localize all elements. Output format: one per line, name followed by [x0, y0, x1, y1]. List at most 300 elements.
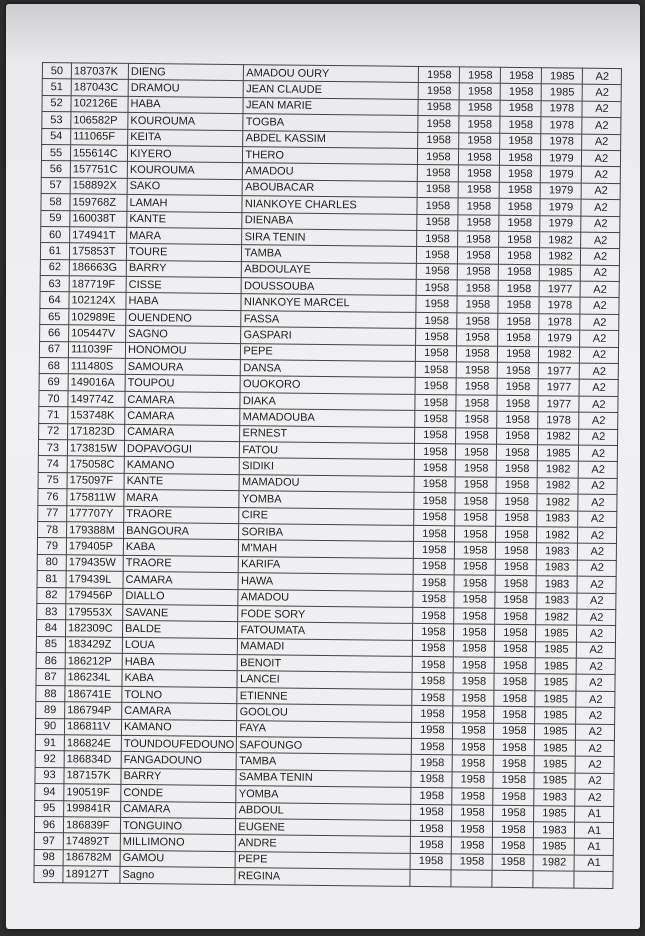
- surname-cell: TRAORE: [123, 555, 239, 573]
- given-name-cell: YOMBA: [236, 786, 411, 804]
- year-cell: 1977: [538, 396, 579, 413]
- given-name-cell: ETIENNE: [237, 687, 412, 705]
- matricule-cell: 102124X: [69, 292, 126, 309]
- year-cell: 1958: [419, 83, 460, 100]
- surname-cell: BALDE: [122, 621, 238, 639]
- matricule-cell: 186212P: [65, 653, 122, 670]
- surname-cell: DRAMOU: [128, 80, 244, 98]
- year-cell: 1985: [535, 691, 576, 708]
- matricule-cell: 186811V: [64, 718, 121, 735]
- grade-cell: A2: [578, 494, 617, 511]
- grade-cell: A2: [579, 429, 618, 446]
- row-number: 81: [37, 571, 66, 588]
- year-cell: 1958: [452, 788, 493, 805]
- matricule-cell: 179439L: [66, 571, 123, 588]
- row-number: 65: [40, 308, 69, 325]
- grade-cell: A2: [577, 576, 616, 593]
- matricule-cell: 157751C: [70, 161, 127, 178]
- surname-cell: CAMARA: [125, 408, 241, 426]
- year-cell: 1958: [494, 674, 535, 691]
- year-cell: 1958: [417, 247, 458, 264]
- year-cell: 1958: [453, 739, 494, 756]
- row-number: 92: [35, 751, 64, 768]
- surname-cell: Sagno: [120, 867, 236, 885]
- surname-cell: SAGNO: [126, 326, 242, 344]
- matricule-cell: 155614C: [70, 145, 127, 162]
- surname-cell: TONGUINO: [120, 817, 236, 835]
- year-cell: 1958: [411, 820, 452, 837]
- year-cell: 1958: [414, 558, 455, 575]
- year-cell: 1958: [412, 738, 453, 755]
- surname-cell: CAMARA: [122, 703, 238, 721]
- year-cell: 1958: [416, 329, 457, 346]
- surname-cell: DIALLO: [123, 588, 239, 606]
- year-cell: 1958: [412, 689, 453, 706]
- year-cell: 1958: [493, 772, 534, 789]
- grade-cell: A2: [580, 298, 619, 315]
- given-name-cell: JEAN MARIE: [243, 97, 418, 115]
- year-cell: 1982: [540, 232, 581, 249]
- year-cell: 1958: [498, 297, 539, 314]
- year-cell: 1985: [534, 805, 575, 822]
- year-cell: 1958: [414, 525, 455, 542]
- year-cell: 1958: [411, 788, 452, 805]
- year-cell: 1958: [415, 378, 456, 395]
- surname-cell: KOUROUMA: [128, 113, 244, 131]
- year-cell: 1958: [496, 559, 537, 576]
- given-name-cell: FODE SORY: [238, 605, 413, 623]
- grade-cell: A2: [582, 150, 621, 167]
- given-name-cell: DANSA: [241, 360, 416, 378]
- grade-cell: A2: [576, 724, 615, 741]
- given-name-cell: DIENABA: [242, 212, 417, 230]
- year-cell: 1958: [501, 84, 542, 101]
- given-name-cell: ABDEL KASSIM: [243, 130, 418, 148]
- grade-cell: A2: [580, 281, 619, 298]
- grade-cell: A2: [581, 199, 620, 216]
- grade-cell: A2: [582, 183, 621, 200]
- year-cell: 1958: [495, 625, 536, 642]
- year-cell: 1985: [536, 658, 577, 675]
- row-number: 99: [34, 866, 63, 883]
- year-cell: 1958: [458, 247, 499, 264]
- year-cell: 1985: [535, 740, 576, 757]
- given-name-cell: THERO: [243, 147, 418, 165]
- year-cell: 1958: [419, 66, 460, 83]
- year-cell: 1985: [535, 723, 576, 740]
- year-cell: 1958: [418, 165, 459, 182]
- row-number: 66: [40, 325, 69, 342]
- year-cell: 1958: [456, 411, 497, 428]
- given-name-cell: YOMBA: [239, 491, 414, 509]
- row-number: 59: [41, 210, 70, 227]
- year-cell: 1958: [452, 837, 493, 854]
- surname-cell: CAMARA: [121, 801, 237, 819]
- surname-cell: HABA: [122, 653, 238, 671]
- row-number: 96: [34, 816, 63, 833]
- grade-cell: A2: [581, 232, 620, 249]
- year-cell: 1985: [542, 84, 583, 101]
- grade-cell: A2: [582, 167, 621, 184]
- year-cell: 1958: [417, 230, 458, 247]
- given-name-cell: SIRA TENIN: [242, 229, 417, 247]
- year-cell: 1958: [452, 821, 493, 838]
- row-number: 97: [34, 833, 63, 850]
- year-cell: 1958: [493, 838, 534, 855]
- year-cell: 1958: [416, 345, 457, 362]
- year-cell: 1958: [495, 608, 536, 625]
- matricule-cell: 149774Z: [68, 391, 125, 408]
- surname-cell: GAMOU: [120, 850, 236, 868]
- grade-cell: A2: [579, 445, 618, 462]
- grade-cell: A2: [578, 543, 617, 560]
- row-number: 79: [37, 538, 66, 555]
- year-cell: 1978: [539, 314, 580, 331]
- matricule-cell: 111480S: [68, 358, 125, 375]
- given-name-cell: GASPARI: [241, 327, 416, 345]
- given-name-cell: NIANKOYE MARCEL: [241, 294, 416, 312]
- year-cell: 1958: [456, 444, 497, 461]
- year-cell: 1958: [456, 427, 497, 444]
- year-cell: 1958: [458, 264, 499, 281]
- year-cell: 1958: [500, 149, 541, 166]
- matricule-cell: 179388M: [67, 522, 124, 539]
- year-cell: 1958: [416, 280, 457, 297]
- row-number: 55: [41, 144, 70, 161]
- matricule-cell: 111039F: [68, 341, 125, 358]
- surname-cell: LOUA: [122, 637, 238, 655]
- row-number: 56: [41, 161, 70, 178]
- year-cell: 1979: [540, 199, 581, 216]
- surname-cell: KOUROUMA: [127, 162, 243, 180]
- year-cell: 1958: [494, 756, 535, 773]
- given-name-cell: SAMBA TENIN: [236, 769, 411, 787]
- given-name-cell: DIAKA: [240, 392, 415, 410]
- given-name-cell: AMADOU: [238, 589, 413, 607]
- grade-cell: A2: [578, 560, 617, 577]
- year-cell: 1958: [495, 575, 536, 592]
- year-cell: 1958: [453, 722, 494, 739]
- row-number: 84: [36, 620, 65, 637]
- year-cell: 1977: [539, 363, 580, 380]
- surname-cell: BARRY: [126, 260, 242, 278]
- matricule-cell: 187157K: [64, 768, 121, 785]
- year-cell: 1958: [495, 641, 536, 658]
- year-cell: 1985: [536, 625, 577, 642]
- grade-cell: A2: [579, 380, 618, 397]
- row-number: 70: [39, 390, 68, 407]
- matricule-cell: 186794P: [65, 702, 122, 719]
- surname-cell: HABA: [128, 96, 244, 114]
- row-number: 91: [35, 734, 64, 751]
- year-cell: 1983: [537, 543, 578, 560]
- given-name-cell: EUGENE: [236, 819, 411, 837]
- year-cell: 1958: [460, 83, 501, 100]
- grade-cell: A2: [578, 527, 617, 544]
- year-cell: 1982: [537, 527, 578, 544]
- row-number: 77: [38, 505, 67, 522]
- year-cell: [533, 871, 574, 888]
- row-number: 85: [36, 636, 65, 653]
- year-cell: 1958: [500, 116, 541, 133]
- grade-cell: A1: [575, 806, 614, 823]
- surname-cell: TOURE: [126, 244, 242, 262]
- year-cell: 1958: [456, 378, 497, 395]
- matricule-cell: 171823D: [68, 423, 125, 440]
- surname-cell: KAMANO: [124, 457, 240, 475]
- row-number: 83: [37, 603, 66, 620]
- year-cell: 1979: [541, 182, 582, 199]
- year-cell: 1982: [538, 428, 579, 445]
- surname-cell: BANGOURA: [124, 522, 240, 540]
- grade-cell: A2: [580, 363, 619, 380]
- surname-cell: OUENDENO: [126, 309, 242, 327]
- grade-cell: A2: [581, 265, 620, 282]
- year-cell: 1958: [455, 542, 496, 559]
- row-number: 75: [38, 472, 67, 489]
- year-cell: 1958: [499, 264, 540, 281]
- matricule-cell: 149016A: [68, 374, 125, 391]
- year-cell: 1958: [415, 394, 456, 411]
- surname-cell: HONOMOU: [125, 342, 241, 360]
- year-cell: 1958: [497, 411, 538, 428]
- given-name-cell: SIDIKI: [240, 458, 415, 476]
- given-name-cell: AMADOU OURY: [244, 65, 419, 83]
- matricule-cell: 159768Z: [70, 194, 127, 211]
- year-cell: 1982: [539, 346, 580, 363]
- year-cell: 1958: [418, 99, 459, 116]
- year-cell: 1958: [497, 428, 538, 445]
- grade-cell: A2: [582, 134, 621, 151]
- year-cell: 1958: [414, 509, 455, 526]
- surname-cell: HABA: [126, 293, 242, 311]
- year-cell: 1958: [496, 510, 537, 527]
- year-cell: 1978: [541, 133, 582, 150]
- year-cell: 1958: [411, 771, 452, 788]
- year-cell: 1982: [537, 477, 578, 494]
- year-cell: 1958: [457, 329, 498, 346]
- matricule-cell: 179405P: [66, 538, 123, 555]
- year-cell: 1958: [494, 739, 535, 756]
- year-cell: 1958: [496, 493, 537, 510]
- matricule-cell: 175811W: [67, 489, 124, 506]
- year-cell: 1983: [534, 789, 575, 806]
- year-cell: 1958: [414, 542, 455, 559]
- grade-cell: A2: [580, 347, 619, 364]
- row-number: 95: [35, 800, 64, 817]
- year-cell: 1958: [417, 263, 458, 280]
- row-number: 57: [41, 177, 70, 194]
- year-cell: 1958: [498, 313, 539, 330]
- year-cell: 1958: [500, 133, 541, 150]
- matricule-cell: 158892X: [70, 178, 127, 195]
- year-cell: 1958: [412, 755, 453, 772]
- matricule-cell: 186824E: [64, 735, 121, 752]
- year-cell: 1958: [457, 346, 498, 363]
- row-number: 54: [42, 128, 71, 145]
- row-number: 64: [40, 292, 69, 309]
- year-cell: 1958: [455, 493, 496, 510]
- matricule-cell: 187043C: [71, 79, 128, 96]
- year-cell: 1958: [451, 854, 492, 871]
- year-cell: 1978: [539, 297, 580, 314]
- year-cell: [451, 870, 492, 887]
- row-number: 80: [37, 554, 66, 571]
- year-cell: 1958: [497, 379, 538, 396]
- given-name-cell: ERNEST: [240, 425, 415, 443]
- year-cell: 1958: [454, 624, 495, 641]
- surname-cell: LAMAH: [127, 195, 243, 213]
- given-name-cell: FATOUMATA: [238, 622, 413, 640]
- year-cell: 1958: [496, 543, 537, 560]
- given-name-cell: M'MAH: [239, 540, 414, 558]
- year-cell: 1958: [459, 100, 500, 117]
- row-number: 78: [38, 521, 67, 538]
- year-cell: 1958: [454, 641, 495, 658]
- year-cell: 1958: [455, 509, 496, 526]
- matricule-cell: 111065F: [71, 128, 128, 145]
- year-cell: 1958: [412, 722, 453, 739]
- matricule-cell: 186839F: [63, 817, 120, 834]
- surname-cell: KABA: [123, 539, 239, 557]
- grade-cell: A2: [575, 789, 614, 806]
- grade-cell: A2: [577, 642, 616, 659]
- year-cell: 1958: [498, 280, 539, 297]
- year-cell: 1958: [494, 690, 535, 707]
- surname-cell: MILLIMONO: [120, 834, 236, 852]
- year-cell: 1977: [538, 379, 579, 396]
- surname-cell: TOUNDOUFEDOUNO: [121, 735, 237, 753]
- year-cell: 1958: [493, 821, 534, 838]
- grade-cell: A2: [579, 396, 618, 413]
- year-cell: 1958: [452, 772, 493, 789]
- year-cell: 1958: [498, 362, 539, 379]
- surname-cell: KANTE: [127, 211, 243, 229]
- year-cell: 1958: [457, 313, 498, 330]
- grade-cell: A2: [576, 740, 615, 757]
- year-cell: 1958: [416, 312, 457, 329]
- row-number: 50: [42, 63, 71, 80]
- given-name-cell: CIRE: [239, 507, 414, 525]
- year-cell: 1958: [417, 198, 458, 215]
- year-cell: 1958: [457, 296, 498, 313]
- year-cell: 1978: [541, 117, 582, 134]
- year-cell: 1982: [533, 854, 574, 871]
- year-cell: 1983: [537, 559, 578, 576]
- year-cell: 1958: [499, 198, 540, 215]
- matricule-cell: 189127T: [63, 866, 120, 883]
- matricule-cell: 173815W: [67, 440, 124, 457]
- row-number: 61: [40, 243, 69, 260]
- year-cell: 1978: [538, 412, 579, 429]
- year-cell: 1958: [413, 591, 454, 608]
- year-cell: 1982: [536, 609, 577, 626]
- row-number: 68: [39, 358, 68, 375]
- matricule-cell: 183429Z: [65, 636, 122, 653]
- year-cell: 1958: [414, 493, 455, 510]
- row-number: 88: [36, 685, 65, 702]
- grade-cell: A2: [578, 511, 617, 528]
- matricule-cell: 190519F: [64, 784, 121, 801]
- surname-cell: KEITA: [128, 129, 244, 147]
- year-cell: 1979: [540, 215, 581, 232]
- year-cell: 1958: [458, 198, 499, 215]
- given-name-cell: ABDOUL: [236, 802, 411, 820]
- year-cell: 1958: [455, 559, 496, 576]
- year-cell: 1958: [415, 427, 456, 444]
- matricule-cell: 175853T: [69, 243, 126, 260]
- grade-cell: A2: [576, 707, 615, 724]
- surname-cell: KABA: [122, 670, 238, 688]
- year-cell: 1958: [413, 607, 454, 624]
- year-cell: 1958: [497, 461, 538, 478]
- year-cell: 1958: [459, 149, 500, 166]
- given-name-cell: TAMBA: [237, 753, 412, 771]
- year-cell: 1985: [534, 772, 575, 789]
- year-cell: 1958: [413, 575, 454, 592]
- year-cell: 1958: [453, 706, 494, 723]
- matricule-cell: 186741E: [65, 686, 122, 703]
- grade-cell: A2: [576, 757, 615, 774]
- year-cell: 1958: [494, 723, 535, 740]
- personnel-table: [33, 62, 622, 889]
- grade-cell: A2: [577, 625, 616, 642]
- row-number: 73: [38, 439, 67, 456]
- year-cell: 1958: [498, 330, 539, 347]
- surname-cell: CONDE: [121, 785, 237, 803]
- given-name-cell: PEPE: [235, 851, 410, 869]
- grade-cell: A2: [583, 68, 622, 85]
- year-cell: 1958: [410, 853, 451, 870]
- row-number: 67: [39, 341, 68, 358]
- given-name-cell: TOGBA: [243, 114, 418, 132]
- year-cell: 1958: [418, 181, 459, 198]
- row-number: 93: [35, 767, 64, 784]
- year-cell: 1958: [411, 837, 452, 854]
- year-cell: 1958: [492, 854, 533, 871]
- row-number: 52: [42, 95, 71, 112]
- row-number: 58: [41, 194, 70, 211]
- year-cell: 1958: [455, 477, 496, 494]
- given-name-cell: FASSA: [241, 310, 416, 328]
- year-cell: 1958: [418, 148, 459, 165]
- year-cell: 1985: [535, 707, 576, 724]
- grade-cell: A2: [580, 330, 619, 347]
- surname-cell: SAVANE: [123, 604, 239, 622]
- year-cell: 1958: [456, 395, 497, 412]
- row-number: 74: [38, 456, 67, 473]
- surname-cell: BARRY: [121, 768, 237, 786]
- year-cell: 1958: [458, 214, 499, 231]
- year-cell: 1977: [539, 281, 580, 298]
- given-name-cell: OUOKORO: [240, 376, 415, 394]
- grade-cell: A2: [577, 658, 616, 675]
- row-number: 71: [39, 407, 68, 424]
- matricule-cell: 174941T: [70, 227, 127, 244]
- year-cell: 1958: [497, 395, 538, 412]
- surname-cell: CAMARA: [125, 424, 241, 442]
- year-cell: 1958: [415, 443, 456, 460]
- given-name-cell: ABDOULAYE: [242, 261, 417, 279]
- year-cell: 1958: [453, 673, 494, 690]
- year-cell: 1958: [417, 214, 458, 231]
- row-number: 90: [35, 718, 64, 735]
- year-cell: 1983: [536, 592, 577, 609]
- grade-cell: A1: [574, 855, 613, 872]
- grade-cell: A2: [581, 216, 620, 233]
- year-cell: 1958: [456, 460, 497, 477]
- row-number: 76: [38, 489, 67, 506]
